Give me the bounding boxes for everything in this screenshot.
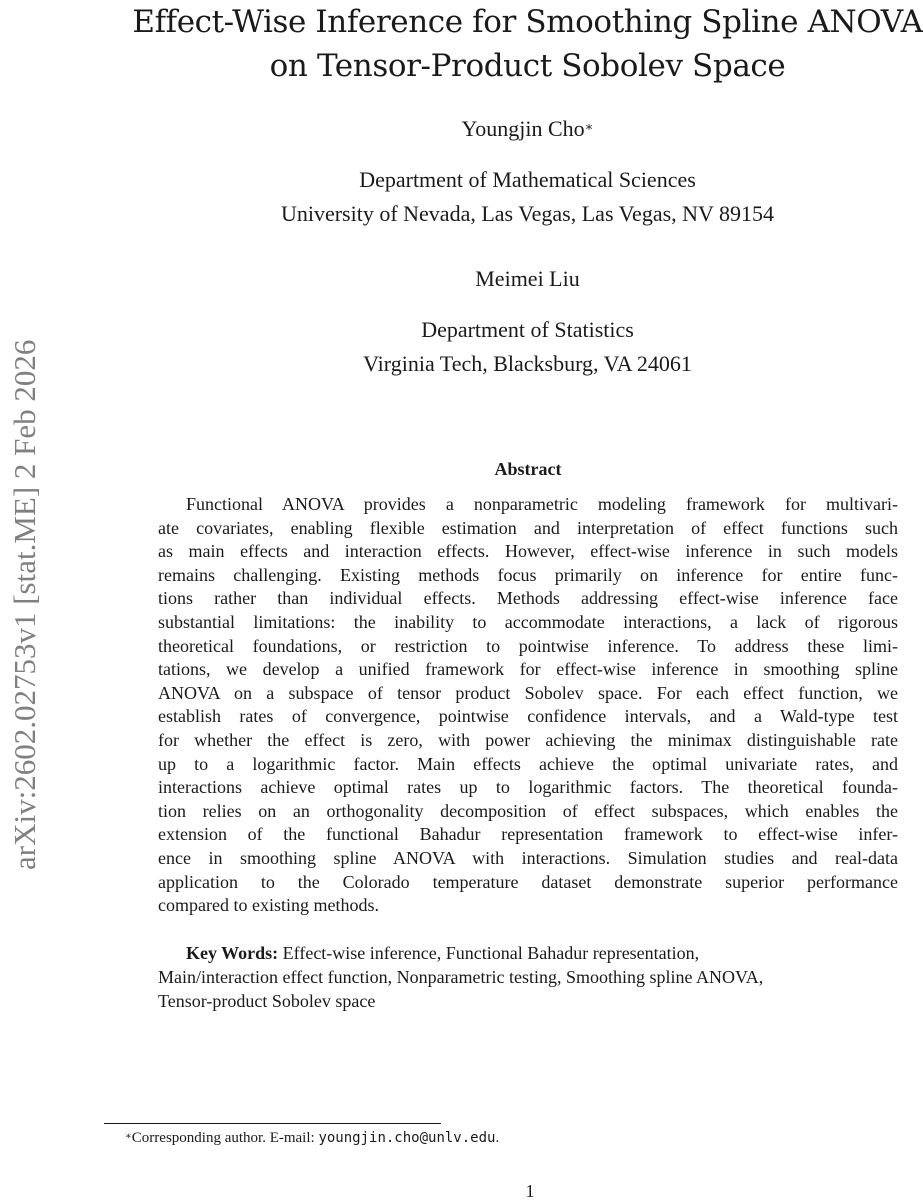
arxiv-identifier: arXiv:2602.02753v1 [stat.ME] 2 Feb 2026 [7, 339, 42, 870]
abstract-line: ANOVA on a subspace of tensor product Sobolev space. For each effect function, we [158, 682, 898, 703]
keywords-line-1 [158, 941, 898, 965]
affiliation-1-line-2: University of Nevada, Las Vegas, Las Vegas, NV 89154 [280, 201, 775, 226]
author-2-name: Meimei Liu [475, 266, 580, 291]
keywords-label: Key Words: [186, 943, 279, 963]
author-2-affiliation [120, 313, 923, 381]
abstract-line: theoretical foundations, or restriction to pointwise inference. To address these limi- [158, 635, 898, 656]
footnote-text: Corresponding author. E-mail: [131, 1130, 319, 1146]
affiliation-1-line-1: Department of Mathematical Sciences [359, 167, 696, 192]
abstract-line: extension of the functional Bahadur representation framework to effect-wise infer- [158, 824, 898, 845]
abstract-line: ence in smoothing spline ANOVA with interactions. Simulation studies and real-data [158, 847, 898, 868]
abstract-line: tion relies on an orthogonality decomposition of effect subspaces, which enables the [158, 800, 898, 821]
abstract-line: ate covariates, enabling flexible estimation and interpretation of effect functions such [158, 517, 898, 538]
footnote-end: . [495, 1130, 500, 1146]
author-1-name: Youngjin Cho [461, 116, 585, 141]
abstract-line: interactions achieve optimal rates up to logarithmic factors. The theoretical founda- [158, 777, 898, 798]
abstract-line: tions rather than individual effects. Methods addressing effect-wise inference face [158, 588, 898, 609]
abstract-line: substantial limitations: the inability to accommodate interactions, a lack of rigorous [158, 611, 898, 632]
footnote-rule [104, 1123, 441, 1124]
footnote-mark: ∗ [125, 1131, 132, 1142]
title-line-1: Effect-Wise Inference for Smoothing Spline ANOVA [132, 4, 923, 40]
author-1 [120, 112, 923, 146]
abstract-line: for whether the effect is zero, with power achieving the minimax distinguishable rate [158, 729, 898, 750]
corresponding-email[interactable]: youngjin.cho@unlv.edu [318, 1130, 496, 1146]
keywords [158, 941, 898, 1013]
abstract-line: establish rates of convergence, pointwise confidence intervals, and a Wald-type test [158, 706, 898, 727]
author-1-footnote-mark: ∗ [584, 119, 594, 134]
keywords-text-1: Effect-wise inference, Functional Bahadur representation, [282, 943, 700, 963]
footnote [125, 1128, 499, 1148]
author-1-affiliation [120, 163, 923, 231]
affiliation-2-line-2: Virginia Tech, Blacksburg, VA 24061 [363, 351, 692, 376]
abstract-line: application to the Colorado temperature dataset demonstrate superior performance [158, 871, 898, 892]
page-number: 1 [525, 1181, 535, 1201]
abstract-line: tations, we develop a unified framework for effect-wise inference in smoothing spline [158, 659, 898, 680]
keywords-line-2: Main/interaction effect function, Nonparametric testing, Smoothing spline ANOVA, [158, 967, 764, 987]
keywords-line-3: Tensor-product Sobolev space [158, 991, 376, 1011]
author-2 [120, 262, 923, 296]
title-line-2: on Tensor-Product Sobolev Space [269, 48, 786, 84]
abstract-heading: Abstract [494, 459, 562, 479]
abstract-line: Functional ANOVA provides a nonparametric modeling framework for multivari- [186, 494, 898, 514]
abstract-line: up to a logarithmic factor. Main effects achieve the optimal univariate rates, and [158, 753, 898, 774]
abstract-body [158, 493, 898, 918]
abstract-line: remains challenging. Existing methods focus primarily on inference for entire func- [158, 564, 898, 585]
paper-title [120, 0, 923, 88]
abstract-line: as main effects and interaction effects. However, effect-wise inference in such models [158, 541, 898, 562]
abstract-line: compared to existing methods. [158, 895, 379, 916]
affiliation-2-line-1: Department of Statistics [421, 317, 634, 342]
